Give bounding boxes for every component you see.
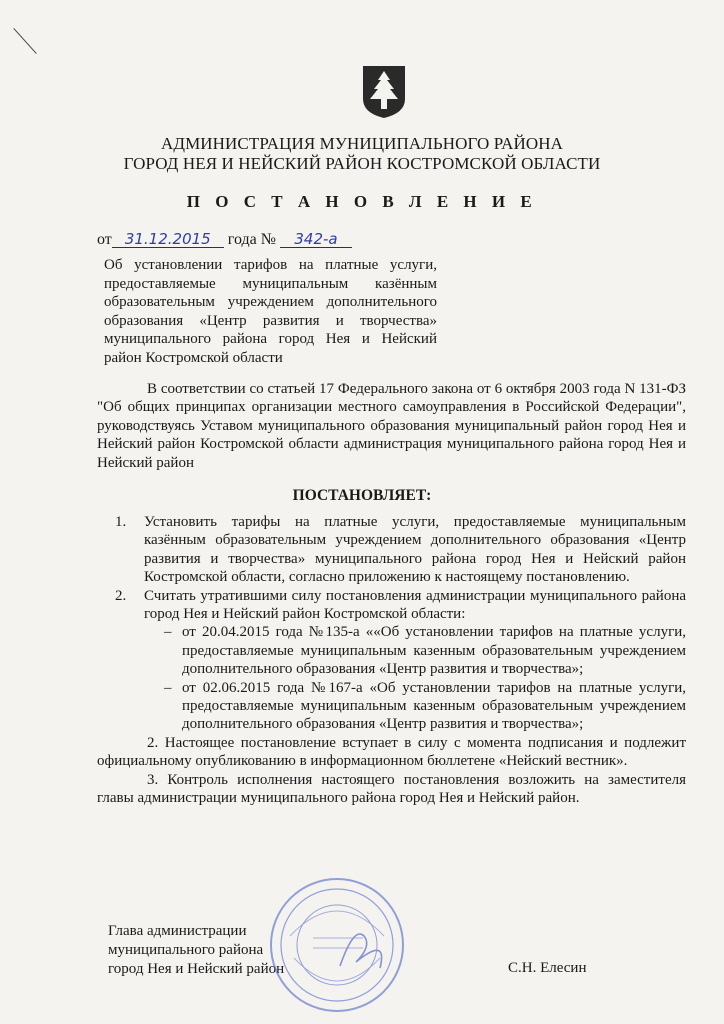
scan-mark xyxy=(13,28,36,54)
signature-block xyxy=(108,922,284,979)
subject-title: Об установлении тарифов на платные услуги, предоставляемые муниципальным казённым образовательным учреждением дополнительного образования «Центр развития и творчества» муниципального района город Нея и Нейский район Костромской области xyxy=(104,257,437,366)
sub-item-text: от 20.04.2015 года №135-а ««Об установлении тарифов на платные услуги, предоставляемые муниципальным казенным образовательным учреждением дополнительного образования «Центр развития и творчества»; xyxy=(182,624,686,678)
date-line xyxy=(97,231,352,249)
resolve-heading: ПОСТАНОВЛЯЕТ: xyxy=(292,487,432,504)
fir-tree-emblem-icon xyxy=(359,63,409,119)
sub-list-item xyxy=(97,623,686,678)
list-item xyxy=(97,587,686,624)
dash-marker: – xyxy=(164,624,172,641)
paragraph-3: 3. Контроль исполнения настоящего постановления возложить на заместителя главы администрации муниципального района город Нея и Нейский район. xyxy=(97,771,686,807)
paragraph-2: 2. Настоящее постановление вступает в силу с момента подписания и подлежит официальному опубликованию в информационном бюллетене «Нейский вестник». xyxy=(97,734,686,770)
item-text: Считать утратившими силу постановления администрации муниципального района город Нея и Нейский район Костромской области: xyxy=(144,587,686,623)
signer-name: С.Н. Елесин xyxy=(508,960,587,976)
preamble-paragraph: В соответствии со статьей 17 Федерального закона от 6 октября 2003 года N 131-ФЗ "Об общих принципах организации местного самоуправления в Российской Федерации", руководствуясь Уставом муниципального образования муниципальный район город Нея и Нейский район Костромской области администрация муниципального района город Нея и Нейский район xyxy=(97,381,686,471)
sub-list-item xyxy=(97,679,686,734)
item-number: 1. xyxy=(115,514,127,530)
sub-item-text: от 02.06.2015 года №167-а «Об установлении тарифов на платные услуги, предоставляемые муниципальным казенным образовательным учреждением дополнительного образования «Центр развития и творчества»; xyxy=(182,679,686,733)
signer-title-line-1: Глава администрации xyxy=(108,923,247,939)
official-stamp-icon xyxy=(268,876,406,1014)
handwritten-date: 31.12.2015 xyxy=(112,231,224,248)
handwritten-number: 342-а xyxy=(280,231,352,248)
item-number: 2. xyxy=(115,587,127,604)
header-line-2: ГОРОД НЕЯ И НЕЙСКИЙ РАЙОН КОСТРОМСКОЙ ОБЛАСТИ xyxy=(123,154,601,173)
item-text: Установить тарифы на платные услуги, предоставляемые муниципальным казённым образовательным учреждением дополнительного образования «Центр развития и творчества» муниципального района город Нея и Нейский район Костромской области, согласно приложению к настоящему постановлению. xyxy=(144,514,686,586)
signer-title-line-2: муниципального района xyxy=(108,942,264,958)
date-middle: года № xyxy=(227,231,276,248)
resolution-list xyxy=(97,513,686,808)
list-item xyxy=(97,513,686,587)
header-line-1: АДМИНИСТРАЦИЯ МУНИЦИПАЛЬНОГО РАЙОНА xyxy=(161,134,563,153)
organization-header xyxy=(0,134,724,174)
date-prefix: от xyxy=(97,231,112,248)
document-type: П О С Т А Н О В Л Е Н И Е xyxy=(186,192,538,211)
signer-title-line-3: город Нея и Нейский район xyxy=(108,961,285,977)
dash-marker: – xyxy=(164,679,172,696)
